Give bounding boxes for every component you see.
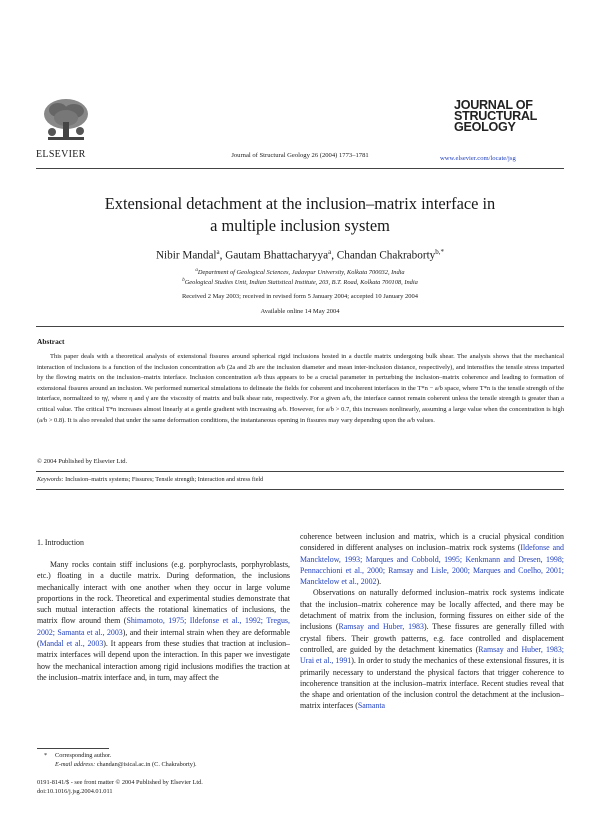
citation-link[interactable]: Ramsay and Huber, 1983 (338, 622, 424, 632)
author-name: Gautam Bhattacharyya (225, 249, 329, 262)
keywords-divider (36, 471, 564, 472)
paragraph-text: ). (376, 577, 382, 587)
affiliation-mark: a (195, 268, 198, 273)
header-divider (36, 168, 564, 169)
paragraph-text: ). It appears from these studies that traction at inclusion–matrix interfaces will depend upon the interaction. In this paper we investigate how the mechanical interaction among rigid inclusions modifies the traction at the inclusion–matrix interface and, in turn, may affect the (37, 639, 291, 682)
column-right (300, 531, 564, 712)
copyright-notice: © 2004 Published by Elsevier Ltd. (37, 458, 128, 465)
available-online-date: Available online 14 May 2004 (260, 308, 340, 315)
keywords-list: Inclusion–matrix systems; Fissures; Tensile strength; Interaction and stress field (65, 476, 264, 483)
affiliation-text: Department of Geological Sciences, Jadavpur University, Kolkata 700032, India (197, 269, 405, 277)
abstract-body (37, 352, 564, 426)
journal-brand-line: GEOLOGY (454, 119, 516, 134)
elsevier-tree-logo (38, 96, 94, 146)
paragraph-text: coherence between inclusion and matrix, which is a crucial physical condition considered in different analyses on inclusion–matrix rock systems ( (300, 532, 564, 553)
abstract-heading: Abstract (37, 337, 65, 346)
title-line: a multiple inclusion system (210, 216, 390, 235)
section-heading: 1. Introduction (37, 538, 84, 547)
received-dates: Received 2 May 2003; received in revised form 5 January 2004; accepted 10 January 2004 (181, 293, 419, 300)
abstract-divider (36, 489, 564, 490)
publisher-name: ELSEVIER (36, 149, 86, 160)
journal-brand (454, 100, 564, 132)
citation-link[interactable]: Ildefonse and Mancktelow, 1993; Marques and Cobbold, 1995; Kenkmann and Dresen, 1998; Pennacchioni et al., 2000; Ramsay and Lisle, 2000; Marques and Coelho, 2001; Mancktelow et al., 2002 (300, 543, 564, 587)
affiliation-b (40, 278, 560, 286)
author-list (40, 248, 560, 262)
affiliation-a (40, 268, 560, 276)
corresponding-author-note: Corresponding author. (55, 752, 112, 759)
journal-citation: Journal of Structural Geology 26 (2004) 1773–1781 (231, 152, 369, 159)
paragraph (300, 531, 564, 587)
paragraph-text: ). These fissures are generally filled with crystal fibers. Their growth patterns, e.g. face controlled and displacement controlled, are guided by the detachment kinematics ( (300, 622, 564, 654)
journal-brand-line: STRUCTURAL (454, 108, 538, 123)
email-label: E-mail address: (55, 761, 96, 768)
author-separator: , (331, 249, 337, 262)
author-affiliation-mark: a (328, 248, 332, 256)
email-note (55, 761, 197, 768)
article-title (40, 193, 560, 237)
author-separator: , (219, 249, 226, 262)
paragraph-text: Observations on naturally deformed inclusion–matrix rock systems indicate that the inclusion–matrix coherence may be locally affected, and there may be detachment of matrix from the inclusion, forming fissures on either side of the inclusions ( (300, 588, 564, 632)
footnote-divider (37, 748, 109, 749)
footnote-mark: * (44, 752, 48, 759)
citation-link[interactable]: Ramsay and Huber, 1983; Urai et al., 1991 (300, 644, 564, 666)
issn-line: 0191-8141/$ - see front matter © 2004 Published by Elsevier Ltd. (37, 779, 203, 786)
keywords-label: Keywords: (37, 476, 64, 483)
title-divider (36, 326, 564, 327)
citation-link[interactable]: Samanta (357, 701, 386, 711)
paragraph-text: ). In order to study the mechanics of these extensional fissures, it is primarily necessary to understand the physical factors that trigger coherence to incoherence transition at the inclusion–matrix interface. Recent studies reveal that the shape and orientation of the inclusion control the detachment at the inclusion–matrix interfaces ( (300, 656, 564, 711)
paragraph (300, 587, 564, 711)
column-left (37, 559, 290, 683)
citation-link[interactable]: Shimamoto, 1975; Ildefonse et al., 1992; Tregus, 2002; Samanta et al., 2003 (37, 616, 290, 637)
citation-link[interactable]: Mandal et al., 2003 (39, 639, 104, 649)
affiliation-mark: b (182, 278, 185, 283)
author-name: Chandan Chakraborty (336, 249, 436, 262)
paragraph-text: ), and their internal strain when they are deformable ( (37, 627, 290, 649)
abstract-text: This paper deals with a theoretical analysis of extensional fissures around spherical rigid inclusions hosted in a ductile matrix undergoing bulk shear. The analysis shows that the mechanical interaction of inclusions is a function of the inclusion concentration a/b (2a and 2b are the inclusion diameter and mean inter-inclusion distance, respectively), and intensifies the tensile stress imparted by the flowing matrix on the inclusion–matrix interface. Inclusion concentration a/b thus appears to be a crucial parameter in perturbing the inclusion–matrix coherence and leading to formation of extensional fissures around an inclusion. We performed numerical simulations to delineate the fields for coherent and incoherent interfaces in the T*n − a/b space, where T*n is the tensile strength of the interface, normalized to ηγ̇, where η and γ̇ are the viscosity of matrix and bulk shear rate, respectively. For a given a/b, the interface cannot remain coherent unless the tensile strength is greater than a critical value. The critical T*n increases almost linearly at a gentle gradient with increasing a/b. However, for a/b > 0.7, this increases nonlinearly, assuming a large value when the concentration is high (a/b > 0.8). It is also revealed that under the same deformation conditions, the instantaneous opening in fissures may vary depending upon the a/b values. (37, 353, 564, 424)
title-line: Extensional detachment at the inclusion–matrix interface in (104, 194, 496, 213)
journal-homepage-link[interactable]: www.elsevier.com/locate/jsg (440, 155, 516, 162)
doi-line[interactable]: doi:10.1016/j.jsg.2004.01.011 (37, 788, 113, 795)
email-address[interactable]: chandan@isical.ac.in (C. Chakraborty). (96, 761, 197, 768)
journal-brand-line: JOURNAL OF (454, 98, 533, 112)
paragraph (37, 559, 290, 683)
keywords (37, 476, 263, 483)
paragraph-text: Many rocks contain stiff inclusions (e.g. porphyroclasts, porphyroblasts, etc.) floating in a ductile matrix. During deformation, the inclusions mechanically interact with one another when they occur in large volume proportions in the rock. Theoretical and experimental studies demonstrate that such mutual interaction affects the rotational kinematics of inclusions, the matrix flow around them ( (37, 560, 290, 626)
author-affiliation-mark: a (216, 248, 220, 256)
author-name: Nibir Mandal (155, 249, 217, 262)
author-affiliation-mark: b,* (435, 248, 445, 256)
affiliation-text: Geological Studies Unit, Indian Statistical Institute, 203, B.T. Road, Kolkata 700108, India (184, 279, 418, 287)
